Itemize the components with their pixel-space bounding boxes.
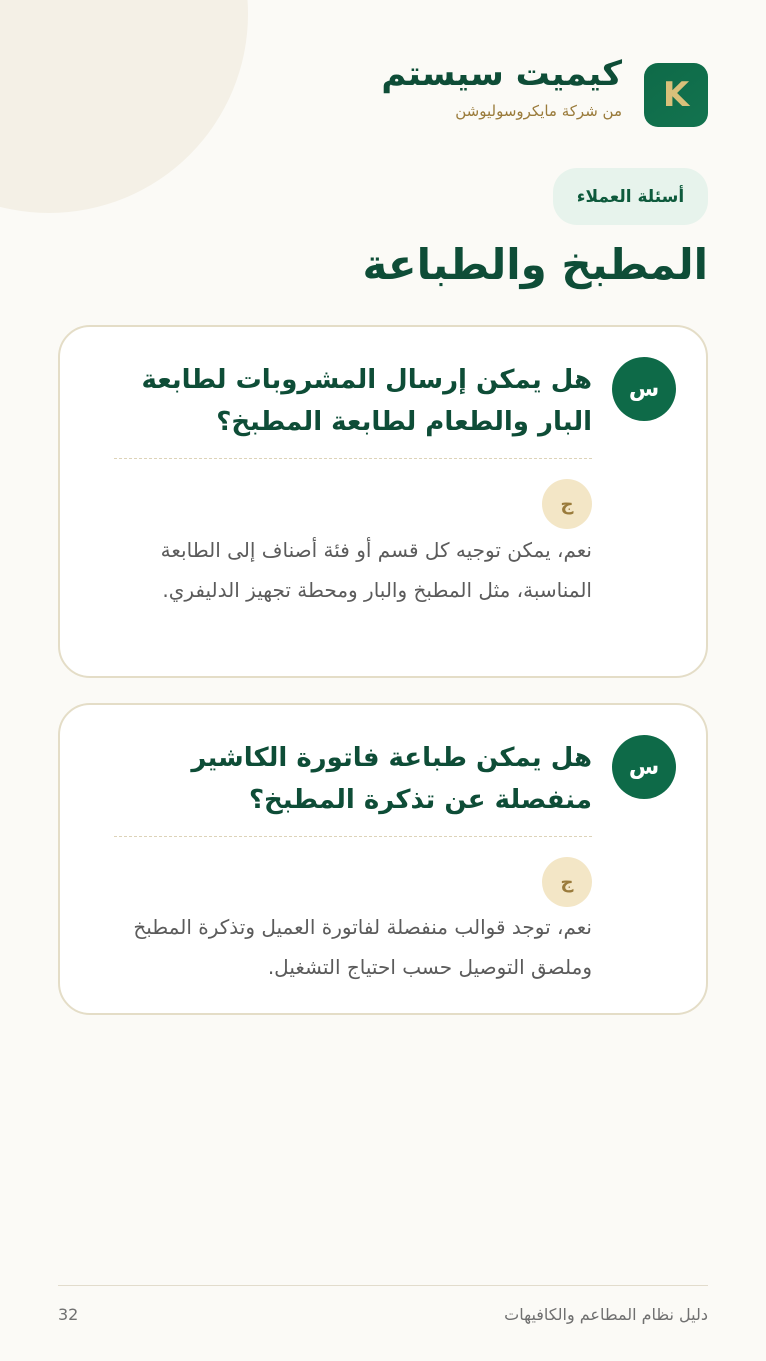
question-badge: س — [612, 357, 676, 421]
faq-card — [58, 325, 708, 678]
answer-text: نعم، توجد قوالب منفصلة لفاتورة العميل وتذكرة المطبخ وملصق التوصيل حسب احتياج التشغيل. — [133, 915, 592, 979]
answer-badge: ج — [542, 857, 592, 907]
brand-subtitle: من شركة مايكروسوليوشن — [455, 102, 622, 120]
faq-card — [58, 703, 708, 1015]
card-divider — [114, 836, 592, 837]
decorative-circle — [0, 0, 248, 213]
page-title: المطبخ والطباعة — [362, 240, 708, 289]
footer-divider — [58, 1285, 708, 1286]
answer-badge: ج — [542, 479, 592, 529]
brand-header — [381, 54, 708, 127]
answer-text: نعم، يمكن توجيه كل قسم أو فئة أصناف إلى الطابعة المناسبة، مثل المطبخ والبار ومحطة تجهيز الدليفري. — [160, 538, 592, 602]
brand-logo — [644, 63, 708, 127]
footer-title: دليل نظام المطاعم والكافيهات — [504, 1305, 708, 1324]
card-divider — [114, 458, 592, 459]
page-number: 32 — [58, 1305, 79, 1324]
brand-text — [381, 54, 622, 120]
logo-letter: K — [662, 75, 690, 115]
question-text: هل يمكن إرسال المشروبات لطابعة البار والطعام لطابعة المطبخ؟ — [141, 365, 592, 437]
brand-name: كيميت سيستم — [381, 54, 622, 94]
question-text: هل يمكن طباعة فاتورة الكاشير منفصلة عن تذكرة المطبخ؟ — [191, 743, 592, 815]
question-badge: س — [612, 735, 676, 799]
section-tag: أسئلة العملاء — [553, 168, 708, 225]
